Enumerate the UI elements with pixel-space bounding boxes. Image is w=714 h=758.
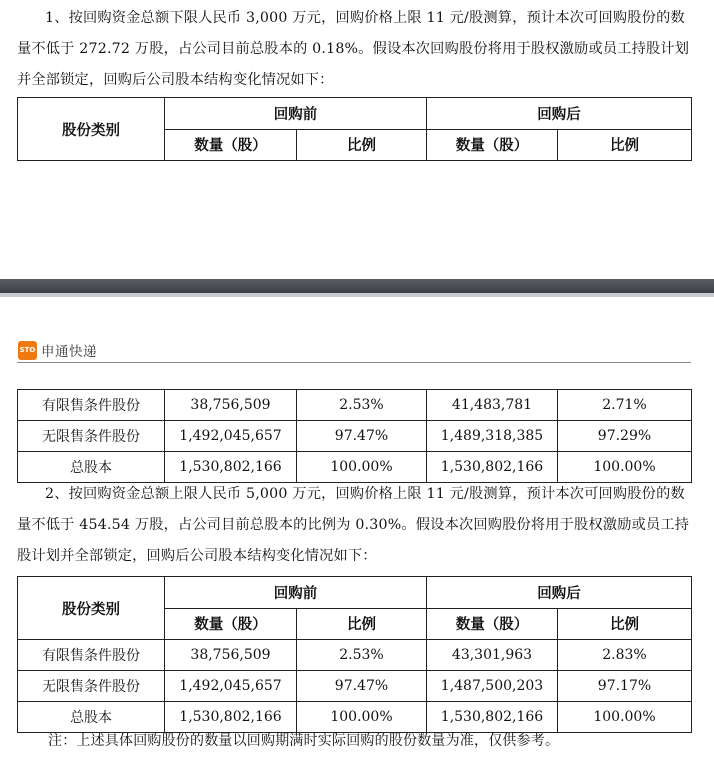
table-2 (17, 576, 692, 733)
table-1-body (17, 389, 692, 483)
cell-after-qty: 1,530,802,166 (427, 452, 558, 483)
cell-before-qty: 38,756,509 (165, 640, 297, 671)
paragraph-1: 1、按回购资金总额下限人民币 3,000 万元，回购价格上限 11 元/股测算，预计本次可回购股份的数量不低于 272.72 万股，占公司目前总股本的 0.18%。假设本次回购股份将用于股权激励或员工持股计划并全部锁定，回购后公司股本结构变化情况如下： (17, 10, 690, 88)
cell-category: 有限售条件股份 (18, 640, 165, 671)
header-before: 回购前 (165, 98, 427, 130)
header-before-ratio: 比例 (297, 129, 427, 161)
cell-before-ratio: 97.47% (297, 421, 427, 452)
table-row (18, 421, 692, 452)
sto-logo-icon: STO (18, 341, 37, 360)
cell-after-qty: 41,483,781 (427, 390, 558, 421)
cell-after-qty: 1,487,500,203 (427, 671, 558, 702)
cell-after-ratio: 97.29% (558, 421, 692, 452)
table-row (18, 671, 692, 702)
header-before-ratio: 比例 (297, 608, 427, 640)
cell-after-qty: 1,489,318,385 (427, 421, 558, 452)
cell-after-ratio: 97.17% (558, 671, 692, 702)
table-row (18, 640, 692, 671)
cell-category: 无限售条件股份 (18, 421, 165, 452)
header-after: 回购后 (427, 577, 692, 609)
table-row (18, 452, 692, 483)
header-before: 回购前 (165, 577, 427, 609)
cell-before-qty: 1,530,802,166 (165, 702, 297, 733)
cell-before-ratio: 100.00% (297, 452, 427, 483)
company-name: 申通快递 (41, 344, 97, 360)
cell-before-qty: 1,492,045,657 (165, 421, 297, 452)
cell-category: 有限售条件股份 (18, 390, 165, 421)
cell-after-qty: 1,530,802,166 (427, 702, 558, 733)
cell-before-ratio: 2.53% (297, 640, 427, 671)
table-1-header (17, 97, 692, 161)
table-row (18, 390, 692, 421)
cell-after-qty: 43,301,963 (427, 640, 558, 671)
cell-before-ratio: 97.47% (297, 671, 427, 702)
header-before-quantity: 数量（股） (165, 608, 297, 640)
table-row (18, 702, 692, 733)
header-after-ratio: 比例 (558, 129, 692, 161)
cell-category: 总股本 (18, 702, 165, 733)
cell-category: 总股本 (18, 452, 165, 483)
cell-before-qty: 1,492,045,657 (165, 671, 297, 702)
header-after-quantity: 数量（股） (427, 129, 558, 161)
header-after: 回购后 (427, 98, 692, 130)
header-after-quantity: 数量（股） (427, 608, 558, 640)
header-before-quantity: 数量（股） (165, 129, 297, 161)
cell-after-ratio: 2.71% (558, 390, 692, 421)
page-separator-shadow (0, 293, 714, 297)
cell-before-qty: 1,530,802,166 (165, 452, 297, 483)
cell-before-ratio: 100.00% (297, 702, 427, 733)
header-category: 股份类别 (18, 577, 165, 640)
cell-after-ratio: 100.00% (558, 702, 692, 733)
footnote: 注：上述具体回购股份的数量以回购期满时实际回购的股份数量为准，仅供参考。 (48, 733, 560, 749)
header-rule (17, 362, 691, 363)
cell-before-ratio: 2.53% (297, 390, 427, 421)
header-after-ratio: 比例 (558, 608, 692, 640)
cell-after-ratio: 100.00% (558, 452, 692, 483)
paragraph-2: 2、按回购资金总额上限人民币 5,000 万元，回购价格上限 11 元/股测算，预计本次可回购股份的数量不低于 454.54 万股，占公司目前总股本的比例为 0.30%。假设本次回购股份将用于股权激励或员工持股计划并全部锁定，回购后公司股本结构变化情况如下： (17, 486, 690, 564)
page-separator (0, 279, 714, 293)
company-logo (18, 340, 97, 360)
cell-before-qty: 38,756,509 (165, 390, 297, 421)
cell-after-ratio: 2.83% (558, 640, 692, 671)
cell-category: 无限售条件股份 (18, 671, 165, 702)
header-category: 股份类别 (18, 98, 165, 161)
